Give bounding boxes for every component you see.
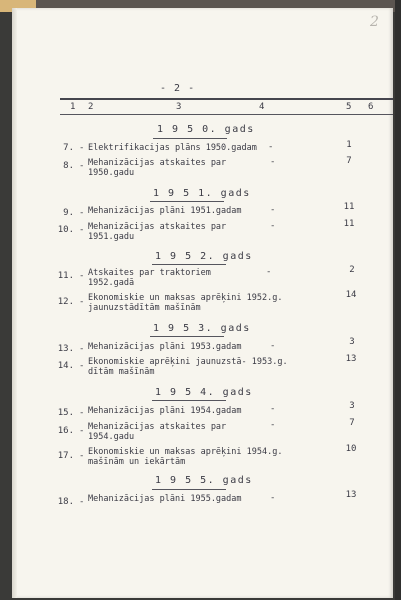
entry-title-line: jaunuzstādītām mašīnām — [88, 303, 201, 313]
entry-title-line: Ekonomiskie un maksas aprēķini 1952.g. — [88, 293, 283, 303]
column-number-3: 3 — [176, 102, 182, 112]
column-number-2: 2 — [88, 102, 94, 112]
entry-page-ref: 11 — [343, 219, 355, 229]
entry-trailing-dash: - — [270, 205, 276, 215]
entry-title-line: dītām mašīnām — [88, 367, 155, 377]
entry-dash: - — [79, 143, 85, 153]
year-heading: 1 9 5 1. gads — [153, 188, 251, 199]
entry-title-line: Ekonomiskie aprēķini jaunuzstā- 1953.g. — [88, 357, 288, 367]
entry-trailing-dash: - — [270, 404, 276, 414]
year-underline — [152, 400, 226, 401]
entry-number: 13. — [57, 344, 74, 354]
year-underline — [153, 138, 227, 139]
year-heading: 1 9 5 3. gads — [153, 323, 251, 334]
entry-title-line: 1951.gadu — [88, 232, 135, 242]
entry-number: 17. — [57, 451, 74, 461]
entry-title-line: Mehanizācijas plāni 1954.gadam — [88, 406, 242, 416]
entry-page-ref: 3 — [349, 401, 355, 411]
entry-number: 18. — [57, 497, 74, 507]
entry-title-line: Mehanizācijas plāni 1953.gadam — [88, 342, 242, 352]
year-heading: 1 9 5 5. gads — [155, 475, 253, 486]
entry-dash: - — [79, 497, 85, 507]
page-number: - 2 - — [160, 83, 196, 94]
entry-number: 9. — [63, 208, 74, 218]
entry-title-line: Mehanizācijas plāni 1955.gadam — [88, 494, 242, 504]
entry-dash: - — [79, 208, 85, 218]
entry-number: 12. — [57, 297, 74, 307]
year-underline — [152, 489, 226, 490]
entry-trailing-dash: - — [270, 221, 276, 231]
entry-title-line: Mehanizācijas atskaites par — [88, 222, 227, 232]
entry-trailing-dash: - — [270, 341, 276, 351]
entry-title-line: Mehanizācijas plāni 1951.gadam — [88, 206, 242, 216]
year-underline — [150, 201, 224, 202]
year-heading: 1 9 5 4. gads — [155, 387, 253, 398]
column-number-6: 6 — [368, 102, 374, 112]
entry-title-line: Elektrifikacijas plāns 1950.gadam — [88, 143, 257, 153]
year-underline — [150, 336, 224, 337]
page-fold-shadow — [12, 8, 17, 598]
entry-page-ref: 13 — [345, 354, 357, 364]
column-number-1: 1 — [70, 102, 76, 112]
entry-title-line: 1954.gadu — [88, 432, 135, 442]
entry-page-ref: 13 — [345, 490, 357, 500]
entry-number: 16. — [57, 426, 74, 436]
entry-title-line: Mehanizācijas atskaites par — [88, 158, 227, 168]
entry-dash: - — [79, 297, 85, 307]
entry-dash: - — [79, 408, 85, 418]
year-heading: 1 9 5 2. gads — [155, 251, 253, 262]
entry-number: 8. — [63, 161, 74, 171]
entry-title-line: 1950.gadu — [88, 168, 135, 178]
entry-title-line: Mehanizācijas atskaites par — [88, 422, 227, 432]
entry-number: 7. — [63, 143, 74, 153]
entry-number: 11. — [57, 271, 74, 281]
entry-page-ref: 2 — [349, 265, 355, 275]
entry-dash: - — [79, 361, 85, 371]
entry-number: 10. — [57, 225, 74, 235]
entry-trailing-dash: - — [270, 157, 276, 167]
header-rule-top — [60, 98, 393, 100]
entry-dash: - — [79, 225, 85, 235]
header-rule-bottom — [60, 114, 393, 115]
entry-dash: - — [79, 344, 85, 354]
entry-title-line: mašīnām un iekārtām — [88, 457, 186, 467]
entry-page-ref: 3 — [349, 337, 355, 347]
year-underline — [152, 264, 226, 265]
entry-trailing-dash: - — [266, 267, 272, 277]
entry-page-ref: 10 — [345, 444, 357, 454]
entry-page-ref: 14 — [345, 290, 357, 300]
entry-number: 14. — [57, 361, 74, 371]
entry-title-line: Ekonomiskie un maksas aprēķini 1954.g. — [88, 447, 283, 457]
entry-title-line: 1952.gadā — [88, 278, 135, 288]
entry-dash: - — [79, 426, 85, 436]
entry-dash: - — [79, 161, 85, 171]
column-number-5: 5 — [346, 102, 352, 112]
entry-trailing-dash: - — [270, 493, 276, 503]
scan-background-right — [395, 0, 401, 600]
entry-trailing-dash: - — [270, 420, 276, 430]
entry-number: 15. — [57, 408, 74, 418]
entry-page-ref: 1 — [346, 140, 352, 150]
entry-trailing-dash: - — [268, 142, 274, 152]
entry-title-line: Atskaites par traktoriem — [88, 268, 211, 278]
entry-page-ref: 11 — [343, 202, 355, 212]
entry-dash: - — [79, 451, 85, 461]
entry-page-ref: 7 — [349, 418, 355, 428]
handwritten-page-mark: 2 — [370, 14, 379, 30]
year-heading: 1 9 5 0. gads — [157, 124, 255, 135]
entry-page-ref: 7 — [346, 156, 352, 166]
entry-dash: - — [79, 271, 85, 281]
column-number-4: 4 — [259, 102, 265, 112]
